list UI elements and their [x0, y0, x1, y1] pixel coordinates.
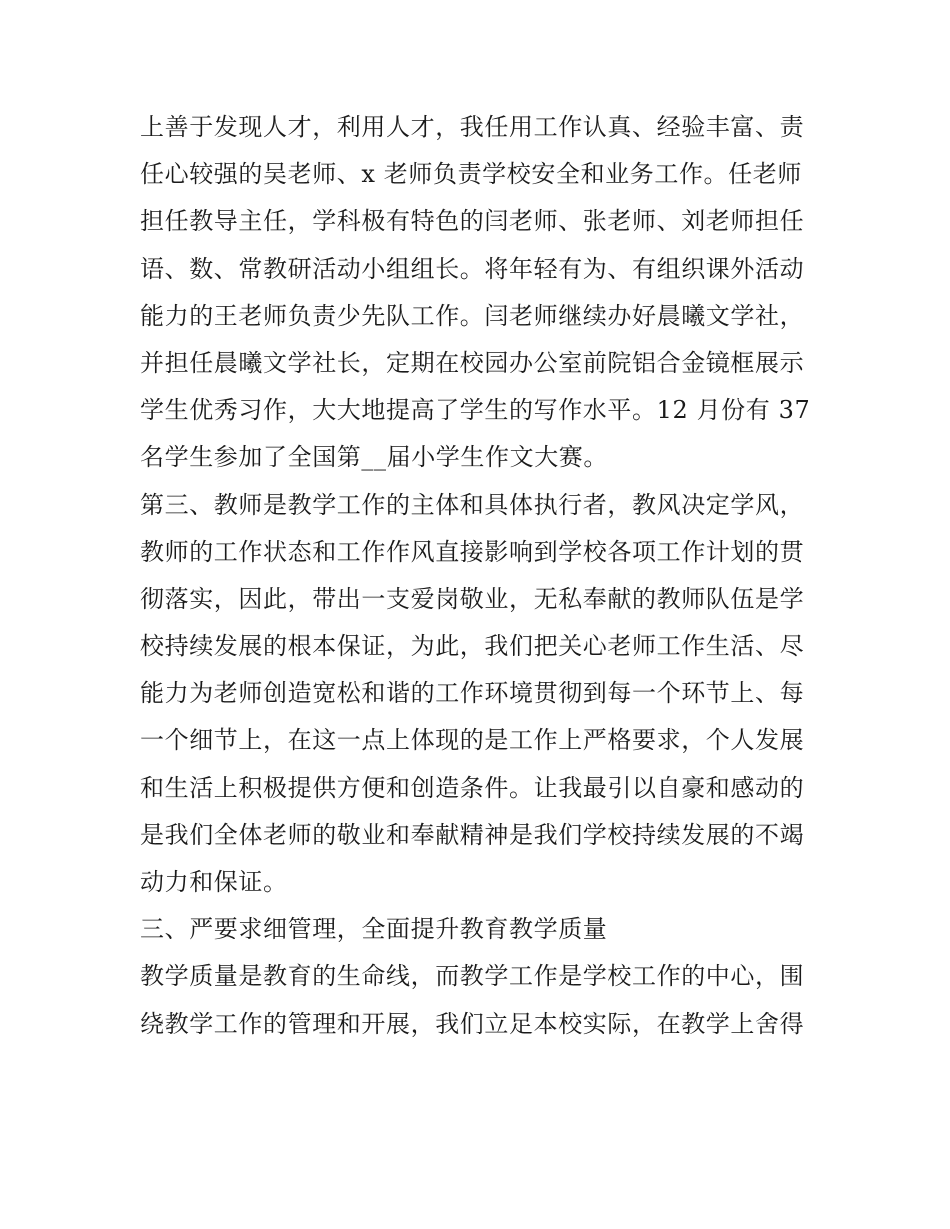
text-line: 并担任晨曦文学社长，定期在校园办公室前院铝合金镜框展示 — [140, 348, 805, 377]
text-line: 一个细节上，在这一点上体现的是工作上严格要求，个人发展 — [140, 726, 805, 755]
text-line: 语、数、常教研活动小组组长。将年轻有为、有组织课外活动 — [140, 254, 805, 283]
text-line: 校持续发展的根本保证，为此，我们把关心老师工作生活、尽 — [140, 632, 805, 661]
text-line: 能力的王老师负责少先队工作。闫老师继续办好晨曦文学社， — [140, 301, 805, 330]
text-line: 教师的工作状态和工作作风直接影响到学校各项工作计划的贯 — [140, 537, 805, 566]
text-line: 彻落实，因此，带出一支爱岗敬业，无私奉献的教师队伍是学 — [140, 584, 805, 613]
text-line: 担任教导主任，学科极有特色的闫老师、张老师、刘老师担任 — [140, 207, 805, 236]
text-line: 能力为老师创造宽松和谐的工作环境贯彻到每一个环节上、每 — [140, 679, 805, 708]
text-line: 学生优秀习作，大大地提高了学生的写作水平。12 月份有 37 — [140, 396, 811, 425]
paragraph-start-line: 第三、教师是教学工作的主体和具体执行者，教风决定学风， — [140, 490, 805, 519]
section-heading: 三、严要求细管理，全面提升教育教学质量 — [140, 915, 608, 944]
text-line: 名学生参加了全国第__届小学生作文大赛。 — [140, 443, 608, 472]
text-line: 绕教学工作的管理和开展，我们立足本校实际，在教学上舍得 — [140, 1009, 805, 1038]
text-line: 是我们全体老师的敬业和奉献精神是我们学校持续发展的不竭 — [140, 820, 805, 849]
paragraph-start-line: 教学质量是教育的生命线，而教学工作是学校工作的中心，围 — [140, 962, 805, 991]
body-text — [140, 104, 830, 1048]
text-line: 动力和保证。 — [140, 868, 288, 896]
text-line: 任心较强的吴老师、x 老师负责学校安全和业务工作。任老师 — [140, 160, 802, 189]
text-line: 和生活上积极提供方便和创造条件。让我最引以自豪和感动的 — [140, 773, 805, 802]
text-line: 上善于发现人才，利用人才，我任用工作认真、经验丰富、责 — [140, 113, 805, 141]
